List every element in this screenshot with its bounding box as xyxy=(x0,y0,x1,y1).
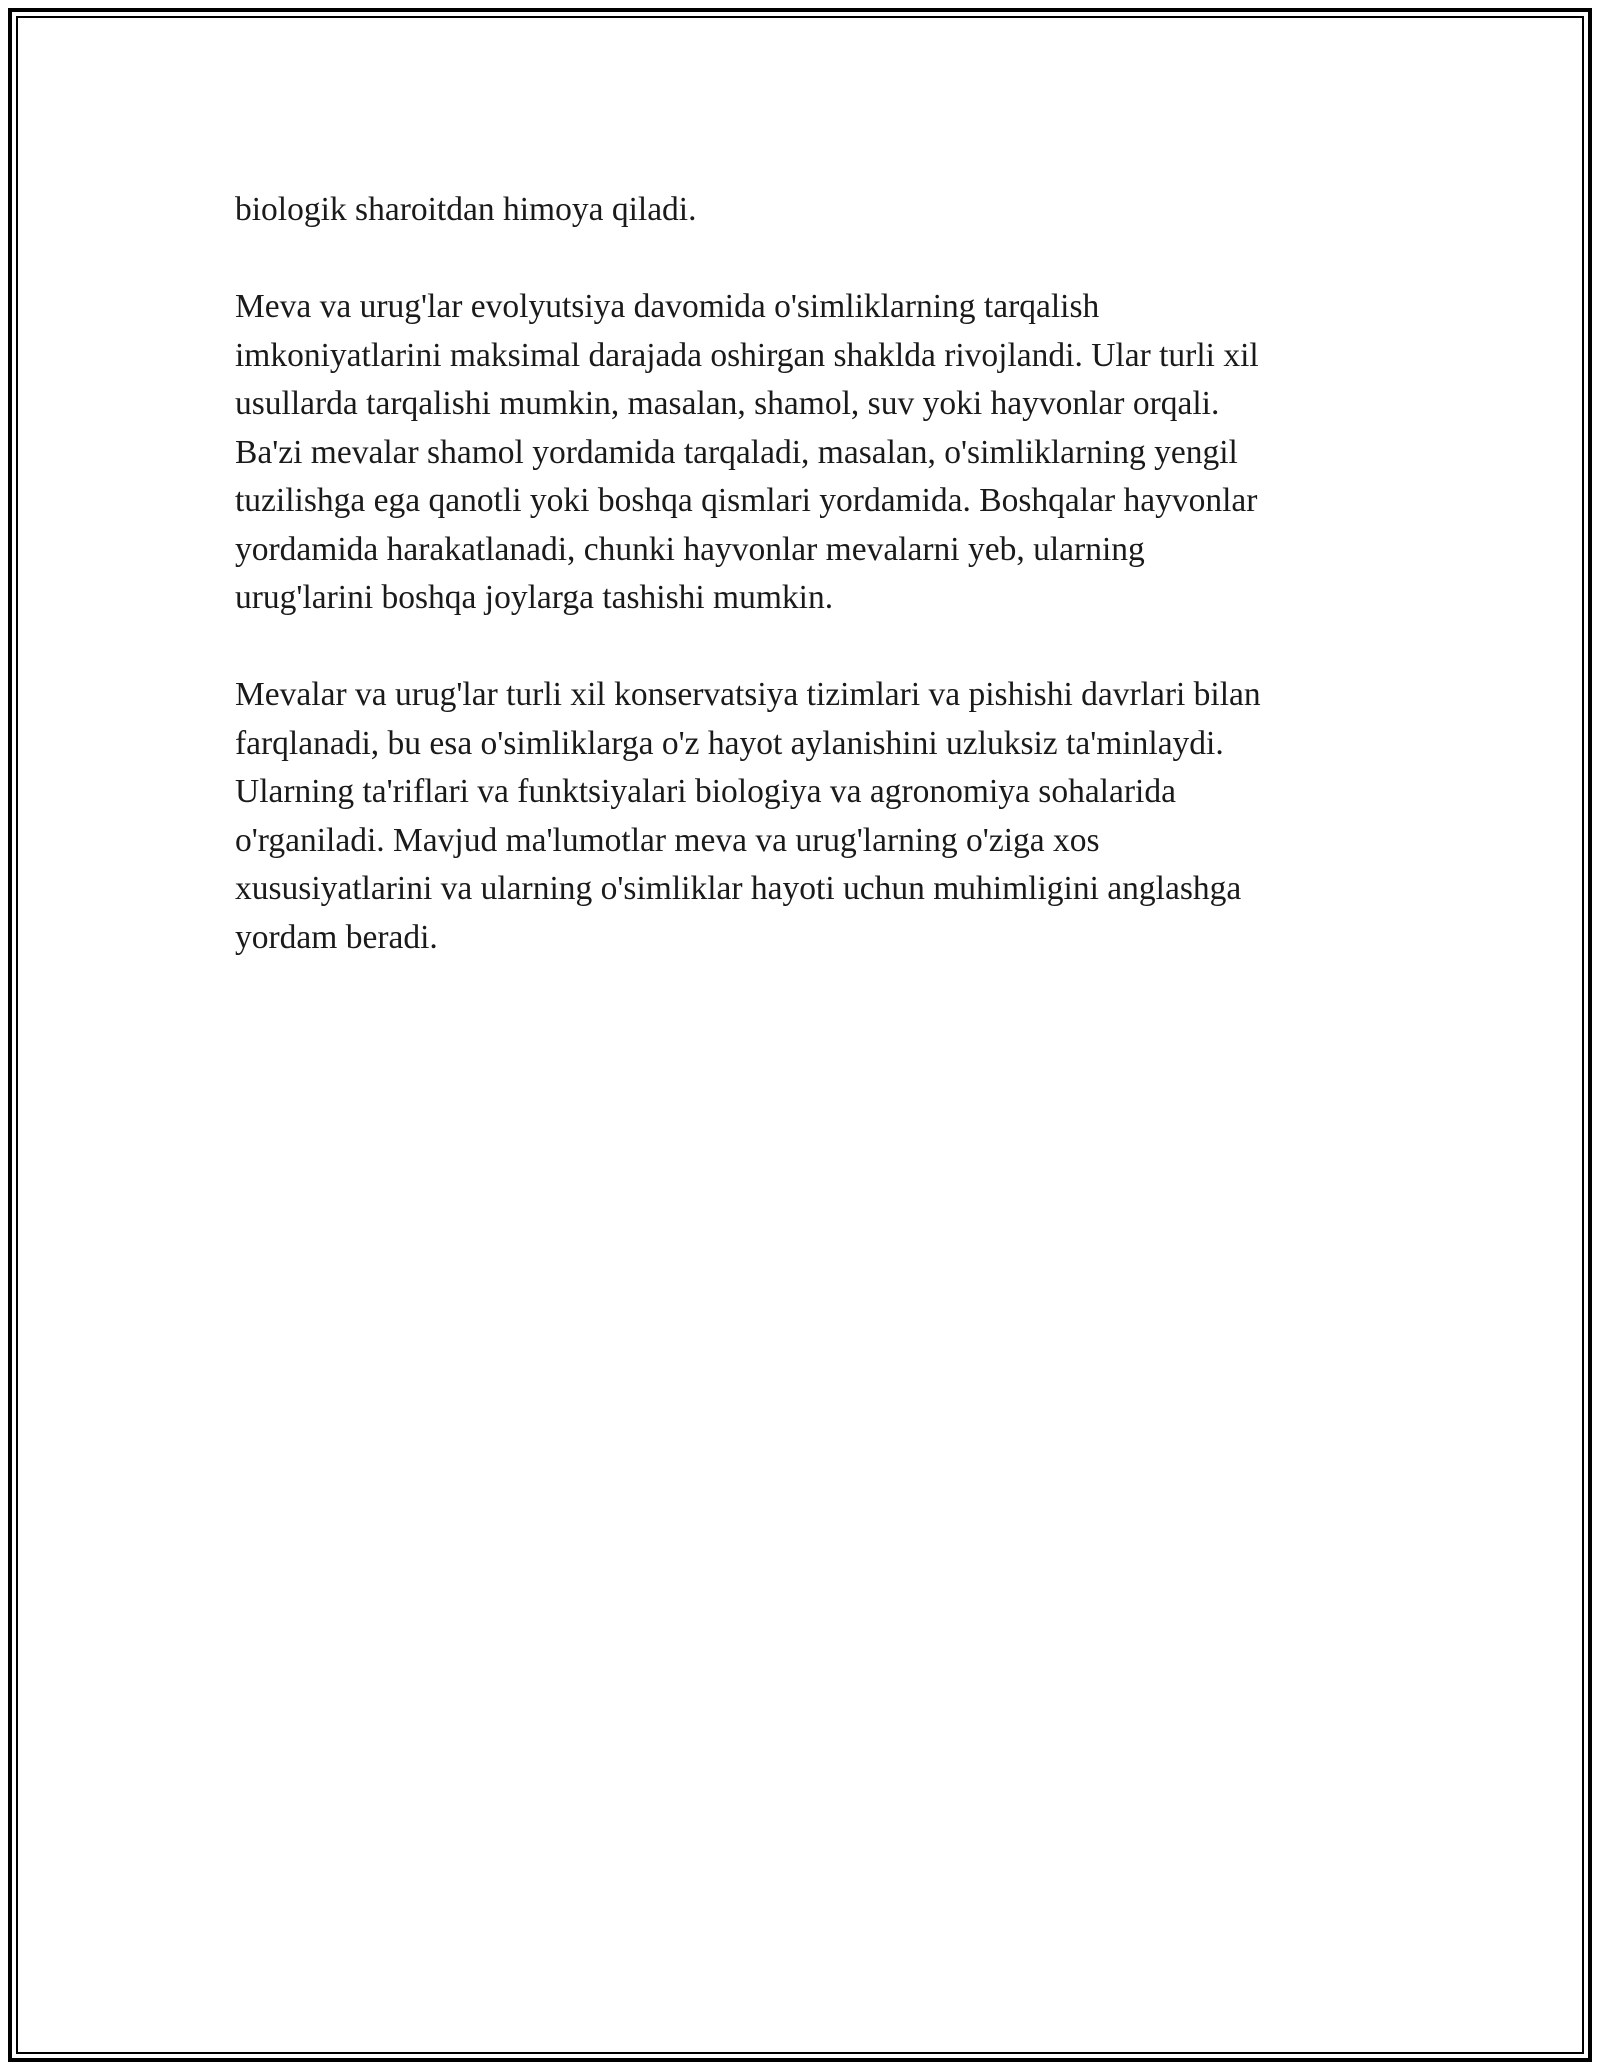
text-line: tuzilishga ega qanotli yoki boshqa qismlari yordamida. Boshqalar hayvonlar xyxy=(235,482,1258,519)
paragraph-1 xyxy=(235,186,1375,235)
text-line: Meva va urug'lar evolyutsiya davomida o'simliklarning tarqalish xyxy=(235,288,1100,325)
text-line: biologik sharoitdan himoya qiladi. xyxy=(235,191,697,228)
text-line: urug'larini boshqa joylarga tashishi mumkin. xyxy=(235,579,834,616)
text-line: Ularning ta'riflari va funktsiyalari biologiya va agronomiya sohalarida xyxy=(235,773,1176,810)
text-line: o'rganiladi. Mavjud ma'lumotlar meva va urug'larning o'ziga xos xyxy=(235,821,1100,859)
text-line: imkoniyatlarini maksimal darajada oshirgan shaklda rivojlandi. Ular turli xil xyxy=(235,336,1259,374)
text-line: yordam beradi. xyxy=(235,918,438,956)
text-line: yordamida harakatlanadi, chunki hayvonlar mevalarni yeb, ularning xyxy=(235,530,1145,568)
paragraph-3 xyxy=(235,671,1375,962)
text-line: xususiyatlarini va ularning o'simliklar hayoti uchun muhimligini anglashga xyxy=(235,870,1242,907)
text-line: Mevalar va urug'lar turli xil konservatsiya tizimlari va pishishi davrlari bilan xyxy=(235,676,1261,713)
text-line: usullarda tarqalishi mumkin, masalan, shamol, suv yoki hayvonlar orqali. xyxy=(235,385,1220,422)
text-line: farqlanadi, bu esa o'simliklarga o'z hayot aylanishini uzluksiz ta'minlaydi. xyxy=(235,724,1224,762)
document-body xyxy=(235,186,1375,1011)
paragraph-2 xyxy=(235,283,1375,623)
text-line: Ba'zi mevalar shamol yordamida tarqaladi, masalan, o'simliklarning yengil xyxy=(235,433,1238,471)
